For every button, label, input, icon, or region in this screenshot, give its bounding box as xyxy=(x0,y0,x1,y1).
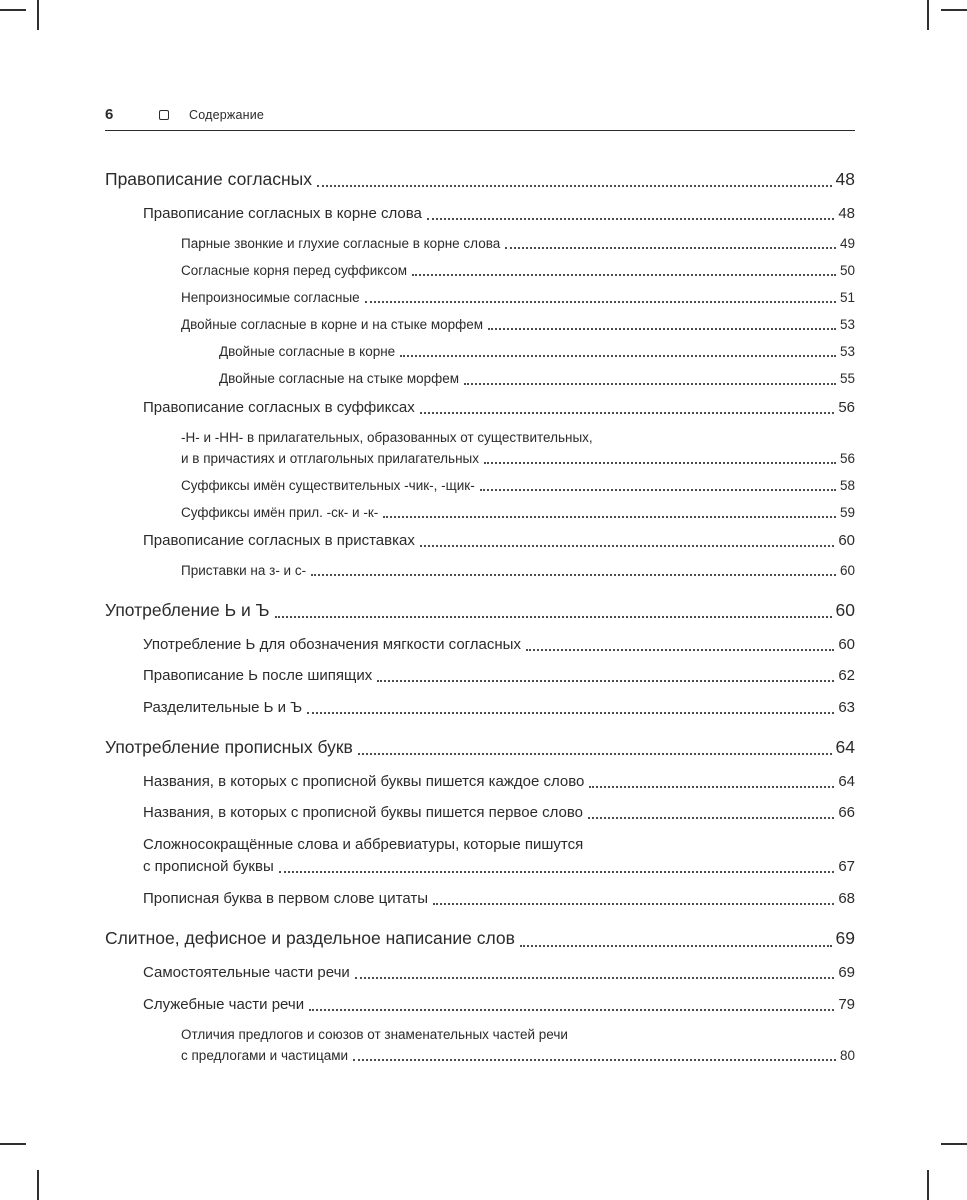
crop-mark-bottom-right-horizontal xyxy=(941,1143,967,1145)
dot-leader xyxy=(307,712,834,714)
dot-leader xyxy=(520,945,832,947)
toc-entry-page-number: 59 xyxy=(839,504,855,520)
crop-mark-top-right-vertical xyxy=(927,0,929,30)
toc-entry-row xyxy=(105,168,855,191)
dot-leader xyxy=(526,649,834,651)
toc-entry xyxy=(105,477,855,495)
dot-leader xyxy=(464,383,836,385)
toc-entry-title: Употребление Ь и Ъ xyxy=(105,599,270,620)
toc-entry-title: Парные звонкие и глухие согласные в корне слова xyxy=(181,236,501,252)
dot-leader xyxy=(400,355,836,357)
book-page xyxy=(105,106,855,1074)
toc-entry-title: Приставки на з- и с- xyxy=(181,563,307,579)
toc-entry xyxy=(105,531,855,551)
dot-leader xyxy=(412,274,836,276)
toc-entry xyxy=(105,889,855,909)
toc-entry-page-number: 50 xyxy=(839,263,855,279)
dot-leader xyxy=(365,301,836,303)
toc-entry xyxy=(105,803,855,823)
crop-mark-top-left-vertical xyxy=(37,0,39,30)
toc-entry-page-number: 48 xyxy=(835,169,855,189)
toc-entry-title: Двойные согласные в корне и на стыке морфем xyxy=(181,317,484,333)
toc-entry xyxy=(105,398,855,418)
dot-leader xyxy=(317,185,832,187)
toc-entry-row xyxy=(143,772,855,792)
toc-entry-title: Правописание согласных xyxy=(105,169,313,189)
dot-leader xyxy=(275,616,832,618)
toc-entry-title: Правописание согласных в приставках xyxy=(143,531,415,549)
toc-entry xyxy=(105,204,855,224)
toc-entry xyxy=(105,316,855,334)
toc-entry-page-number: 60 xyxy=(835,599,855,620)
crop-mark-top-right-horizontal xyxy=(941,9,967,11)
toc-entry-page-number: 80 xyxy=(839,1047,855,1063)
dot-leader xyxy=(279,871,835,873)
toc-entry-title: Правописание согласных в суффиксах xyxy=(143,398,415,416)
toc-entry-row xyxy=(181,504,855,522)
dot-leader xyxy=(355,977,835,979)
toc-entry-page-number: 62 xyxy=(838,667,855,685)
dot-leader xyxy=(588,817,834,819)
toc-entry-title: Прописная буква в первом слове цитаты xyxy=(143,889,428,907)
toc-entry-row xyxy=(105,927,855,950)
toc-entry-title: Правописание согласных в корне слова xyxy=(143,204,422,222)
toc-entry-title: Суффиксы имён существительных -чик-, -щик- xyxy=(181,477,475,493)
toc-entry-row xyxy=(181,262,855,280)
toc-entry-title: с прописной буквы xyxy=(143,858,274,876)
toc-entry-page-number: 53 xyxy=(839,344,855,360)
toc-entry-page-number: 56 xyxy=(838,398,855,416)
toc-entry-page-number: 64 xyxy=(835,737,855,758)
page-number: 6 xyxy=(105,106,114,123)
toc-entry xyxy=(105,168,855,191)
dot-leader xyxy=(488,328,836,330)
toc-entry-page-number: 64 xyxy=(838,772,855,790)
toc-entry-page-number: 49 xyxy=(839,236,855,252)
toc-entry-title: Употребление прописных букв xyxy=(105,737,353,758)
toc-entry-row xyxy=(181,316,855,334)
toc-entry-page-number: 53 xyxy=(839,317,855,333)
toc-entry-row xyxy=(105,736,855,759)
toc-entry-row xyxy=(143,698,855,718)
toc-entry-text-line: Сложносокращённые слова и аббревиатуры, которые пишутся xyxy=(143,835,584,853)
toc-entry-row xyxy=(181,289,855,307)
toc-entry-title: с предлогами и частицами xyxy=(181,1047,349,1063)
toc-entry xyxy=(105,262,855,280)
toc-entry-title: Разделительные Ь и Ъ xyxy=(143,698,303,716)
dot-leader xyxy=(353,1059,836,1061)
toc-entry-title: Названия, в которых с прописной буквы пишется каждое слово xyxy=(143,772,585,790)
dot-leader xyxy=(383,516,836,518)
toc-entry-title: Двойные согласные в корне xyxy=(219,344,396,360)
toc-entry-row xyxy=(143,635,855,655)
toc-entry-row xyxy=(143,204,855,224)
dot-leader xyxy=(480,489,836,491)
dot-leader xyxy=(589,786,834,788)
toc-entry-row xyxy=(219,370,855,388)
toc-entry-page-number: 66 xyxy=(838,804,855,822)
toc-entry xyxy=(105,995,855,1015)
dot-leader xyxy=(433,903,834,905)
toc-entry-page-number: 63 xyxy=(838,698,855,716)
dot-leader xyxy=(505,247,836,249)
toc-entry-page-number: 60 xyxy=(838,531,855,549)
dot-leader xyxy=(484,462,836,464)
toc-entry-title: Непроизносимые согласные xyxy=(181,290,360,306)
toc-entry xyxy=(105,772,855,792)
dot-leader xyxy=(420,545,834,547)
toc-entry-page-number: 48 xyxy=(838,204,855,222)
toc-entry-row xyxy=(143,857,855,877)
toc-entry-row xyxy=(143,889,855,909)
toc-entry-extra-lines xyxy=(181,1026,855,1044)
toc-entry-title: Правописание Ь после шипящих xyxy=(143,667,373,685)
toc-entry-title: Названия, в которых с прописной буквы пишется первое слово xyxy=(143,804,583,822)
dot-leader xyxy=(358,753,832,755)
toc-entry xyxy=(105,698,855,718)
toc-entry xyxy=(105,289,855,307)
toc-entry-page-number: 56 xyxy=(839,450,855,466)
toc-entry xyxy=(105,635,855,655)
toc-entry xyxy=(105,835,855,877)
toc-entry-row xyxy=(181,477,855,495)
toc-entry-page-number: 68 xyxy=(838,889,855,907)
toc-entry xyxy=(105,927,855,950)
toc-entry-page-number: 79 xyxy=(838,995,855,1013)
toc-entry xyxy=(105,666,855,686)
toc-entry-title: Двойные согласные на стыке морфем xyxy=(219,371,460,387)
toc-entry-row xyxy=(143,995,855,1015)
toc-entry-row xyxy=(219,343,855,361)
toc-entry-title: Согласные корня перед суффиксом xyxy=(181,263,408,279)
running-header-title: Содержание xyxy=(189,107,265,122)
toc-entry-page-number: 51 xyxy=(839,290,855,306)
toc-entry xyxy=(105,235,855,253)
crop-mark-bottom-right-vertical xyxy=(927,1170,929,1200)
toc-entry xyxy=(105,343,855,361)
toc-entry-page-number: 67 xyxy=(838,858,855,876)
crop-mark-bottom-left-vertical xyxy=(37,1170,39,1200)
dot-leader xyxy=(427,218,834,220)
toc-entry-page-number: 60 xyxy=(839,563,855,579)
toc-entry-row xyxy=(143,666,855,686)
toc-entry-title: Слитное, дефисное и раздельное написание слов xyxy=(105,928,515,949)
toc-entry-row xyxy=(143,803,855,823)
toc-entry-extra-lines xyxy=(143,835,855,855)
running-header xyxy=(105,106,855,123)
dot-leader xyxy=(311,574,836,576)
toc-entry-extra-lines xyxy=(181,429,855,447)
header-rule xyxy=(105,130,855,131)
toc-entry-page-number: 58 xyxy=(839,477,855,493)
toc-entry-page-number: 55 xyxy=(839,371,855,387)
dot-leader xyxy=(377,680,834,682)
toc-entry xyxy=(105,429,855,467)
toc-entry xyxy=(105,599,855,622)
toc-entry-row xyxy=(105,599,855,622)
square-bullet-icon xyxy=(159,110,169,120)
toc-entry-title: Употребление Ь для обозначения мягкости согласных xyxy=(143,635,521,653)
toc-entry-title: Самостоятельные части речи xyxy=(143,964,350,982)
crop-mark-top-left-horizontal xyxy=(0,9,26,11)
toc-entry-page-number: 69 xyxy=(835,928,855,949)
toc-entry xyxy=(105,1026,855,1064)
toc-entry xyxy=(105,963,855,983)
toc-entry-row xyxy=(181,450,855,468)
toc-entry-text-line: Отличия предлогов и союзов от знаменательных частей речи xyxy=(181,1027,568,1043)
toc-entry-page-number: 60 xyxy=(838,635,855,653)
toc-entry xyxy=(105,504,855,522)
toc-entry-row xyxy=(181,562,855,580)
toc-entry-text-line: -Н- и -НН- в прилагательных, образованных от существительных, xyxy=(181,430,593,446)
toc-entry-row xyxy=(143,398,855,418)
toc-entry xyxy=(105,370,855,388)
toc-entry-row xyxy=(143,963,855,983)
toc-entry-page-number: 69 xyxy=(838,964,855,982)
toc-entry-title: Суффиксы имён прил. -ск- и -к- xyxy=(181,504,379,520)
dot-leader xyxy=(309,1009,834,1011)
toc-entry-row xyxy=(143,531,855,551)
toc-entry xyxy=(105,736,855,759)
dot-leader xyxy=(420,412,835,414)
toc-entry-row xyxy=(181,235,855,253)
toc-entry-title: Служебные части речи xyxy=(143,995,305,1013)
toc-entry xyxy=(105,562,855,580)
crop-mark-bottom-left-horizontal xyxy=(0,1143,26,1145)
toc-entry-title: и в причастиях и отглагольных прилагательных xyxy=(181,450,480,466)
toc-entry-row xyxy=(181,1047,855,1065)
toc-list xyxy=(105,168,855,1064)
